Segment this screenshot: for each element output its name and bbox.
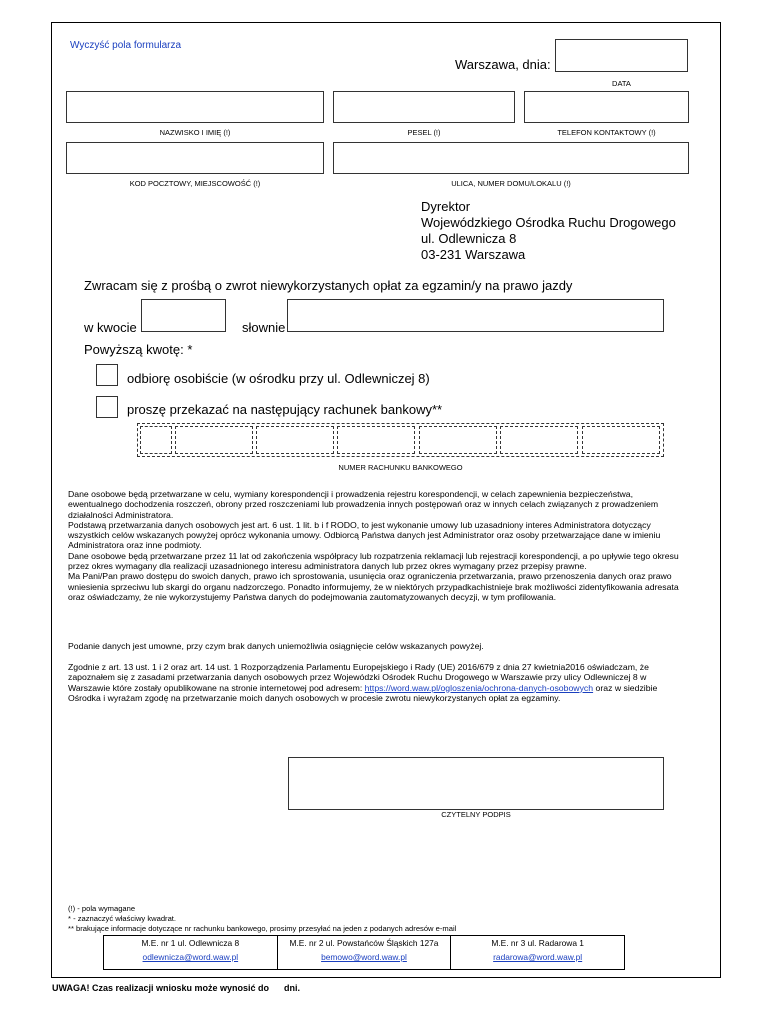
amount-words-input[interactable]: [287, 299, 664, 332]
office-email-link[interactable]: odlewnicza@word.waw.pl: [142, 952, 239, 962]
personal-pickup-checkbox[interactable]: [96, 364, 118, 386]
account-segment[interactable]: [500, 426, 578, 454]
footnote-required: (!) - pola wymagane: [68, 904, 136, 913]
account-segment[interactable]: [175, 426, 253, 454]
date-input[interactable]: [555, 39, 688, 72]
name-label: NAZWISKO I IMIĘ (!): [159, 128, 231, 137]
account-segment[interactable]: [256, 426, 334, 454]
office-cell: [451, 936, 625, 970]
office-email-link[interactable]: radarowa@word.waw.pl: [493, 952, 583, 962]
office-email-link[interactable]: bemowo@word.waw.pl: [321, 952, 407, 962]
offices-table: [103, 935, 625, 970]
office-cell: [277, 936, 451, 970]
account-segment[interactable]: [140, 426, 172, 454]
phone-input[interactable]: [524, 91, 689, 123]
postal-city-input[interactable]: [66, 142, 324, 174]
phone-label: TELEFON KONTAKTOWY (!): [557, 128, 656, 137]
gdpr-paragraph: Podstawą przetwarzania danych osobowych jest art. 6 ust. 1 lit. b i f RODO, to jest wykonanie umowy lub uzasadniony interes Administratora dotyczący wszystkich celów wskazanych powyżej oprócz wykonania umowy. Odbiorcą Państwa danych jest Administrator oraz osoby przetwarzające dane w imieniu Administratora oraz inne podmioty.: [68, 519, 661, 551]
signature-label: CZYTELNY PODPIS: [441, 810, 511, 819]
name-input[interactable]: [66, 91, 324, 123]
office-name: M.E. nr 2 ul. Powstańców Śląskich 127a: [289, 938, 439, 948]
words-label: słownie: [242, 320, 286, 335]
street-input[interactable]: [333, 142, 689, 174]
pesel-label: PESEL (!): [407, 128, 441, 137]
addressee-line: Dyrektor: [421, 199, 471, 214]
account-label: NUMER RACHUNKU BANKOWEGO: [338, 463, 463, 472]
gdpr-paragraph: Ma Pani/Pan prawo dostępu do swoich danych, prawo ich sprostowania, usunięcia oraz ograniczenia przetwarzania, prawo przenoszenia danych oraz prawo wniesienia sprzeciwu lub skargi do organu nadzorczego. Ponadto informujemy, że w niektórych przypadkachistnieje brak możliwości zidentyfikowania adresata oraz oświadczamy, że nie wykorzystujemy Państwa danych do podejmowania zautomatyzowanych decyzji, w tym profilowania.: [68, 571, 679, 602]
privacy-policy-link[interactable]: https://word.waw.pl/ogloszenia/ochrona-danych-osobowych: [364, 682, 594, 693]
amount-input[interactable]: [141, 299, 226, 332]
account-segment[interactable]: [582, 426, 660, 454]
bank-transfer-label: proszę przekazać na następujący rachunek bankowy**: [127, 402, 443, 417]
office-name: M.E. nr 3 ul. Radarowa 1: [491, 938, 584, 948]
payout-heading: Powyższą kwotę: *: [84, 342, 193, 357]
footnote-checkbox: * - zaznaczyć właściwy kwadrat.: [68, 914, 177, 923]
office-cell: [104, 936, 278, 970]
gdpr-paragraph: Dane osobowe będą przetwarzane przez 11 lat od zakończenia współpracy lub rozpatrzenia reklamacji lub rejestracji korespondencji, a po upływie tego okresu przez okres wymagany dla realizacji uzasadnionego interesu administratora danych lub przez okres wymagany przez przepisy prawne.: [68, 550, 679, 572]
amount-label: w kwocie: [84, 320, 137, 335]
postal-city-label: KOD POCZTOWY, MIEJSCOWOŚĆ (!): [129, 179, 261, 188]
footnote-bank: ** brakujące informacje dotyczące nr rachunku bankowego, prosimy przesyłać na jeden z podanych adresów e-mail: [68, 924, 457, 933]
street-label: ULICA, NUMER DOMU/LOKALU (!): [451, 179, 571, 188]
bank-transfer-checkbox[interactable]: [96, 396, 118, 418]
bank-account-input[interactable]: [137, 423, 664, 457]
addressee-block: [421, 199, 676, 263]
gdpr-notice: [68, 489, 680, 602]
personal-pickup-label: odbiorę osobiście (w ośrodku przy ul. Odlewniczej 8): [127, 371, 430, 386]
addressee-line: ul. Odlewnicza 8: [421, 231, 517, 246]
consent-text: Zgodnie z art. 13 ust. 1 i 2 oraz art. 14 ust. 1 Rozporządzenia Parlamentu Europejskiego i Rady (UE) 2016/679 z dnia 27 kwietnia2016 oświadczam, że zapoznałem się z zasadami przetwarzania danych osobowych przez Wojewódzki Ośrodek Ruchu Drogowego w Warszawie przy ulicy Odlewniczej 8 w Warszawie które zostały opublikowane na stronie internetowej pod adresem:: [68, 662, 649, 693]
clear-form-link[interactable]: Wyczyść pola formularza: [70, 40, 182, 51]
addressee-line: Wojewódzkiego Ośrodka Ruchu Drogowego: [421, 215, 676, 230]
pesel-input[interactable]: [333, 91, 515, 123]
addressee-line: 03-231 Warszawa: [421, 247, 526, 262]
processing-time-warning: UWAGA! Czas realizacji wniosku może wynosić do dni.: [52, 983, 301, 993]
account-segment[interactable]: [419, 426, 497, 454]
gdpr-paragraph: Dane osobowe będą przetwarzane w celu, wymiany korespondencji i prowadzenia rejestru korespondencji, w celach zapewnienia bezpieczeństwa, ewentualnego dochodzenia roszczeń, obrony przed roszczeniami lub prowadzenia innych postępowań oraz w innych celach związanych z prowadzeniem działalności Administratora.: [68, 489, 659, 520]
request-text: Zwracam się z prośbą o zwrot niewykorzystanych opłat za egzamin/y na prawo jazdy: [84, 278, 573, 293]
gdpr-optional-note: [68, 641, 680, 651]
account-segment[interactable]: [337, 426, 415, 454]
consent-text-end: oraz w siedzibie Ośrodka i wyrażam zgodę na przetwarzanie moich danych osobowych w procesie zwrotu niewykorzystanych opłat za egzaminy.: [68, 682, 658, 703]
office-name: M.E. nr 1 ul. Odlewnicza 8: [141, 938, 240, 948]
signature-input[interactable]: [288, 757, 664, 810]
gdpr-consent: [68, 662, 668, 703]
date-label: DATA: [612, 79, 631, 88]
gdpr-paragraph: Podanie danych jest umowne, przy czym brak danych uniemożliwia osiągnięcie celów wskazanych powyżej.: [68, 641, 484, 651]
place-date-label: Warszawa, dnia:: [455, 57, 551, 72]
